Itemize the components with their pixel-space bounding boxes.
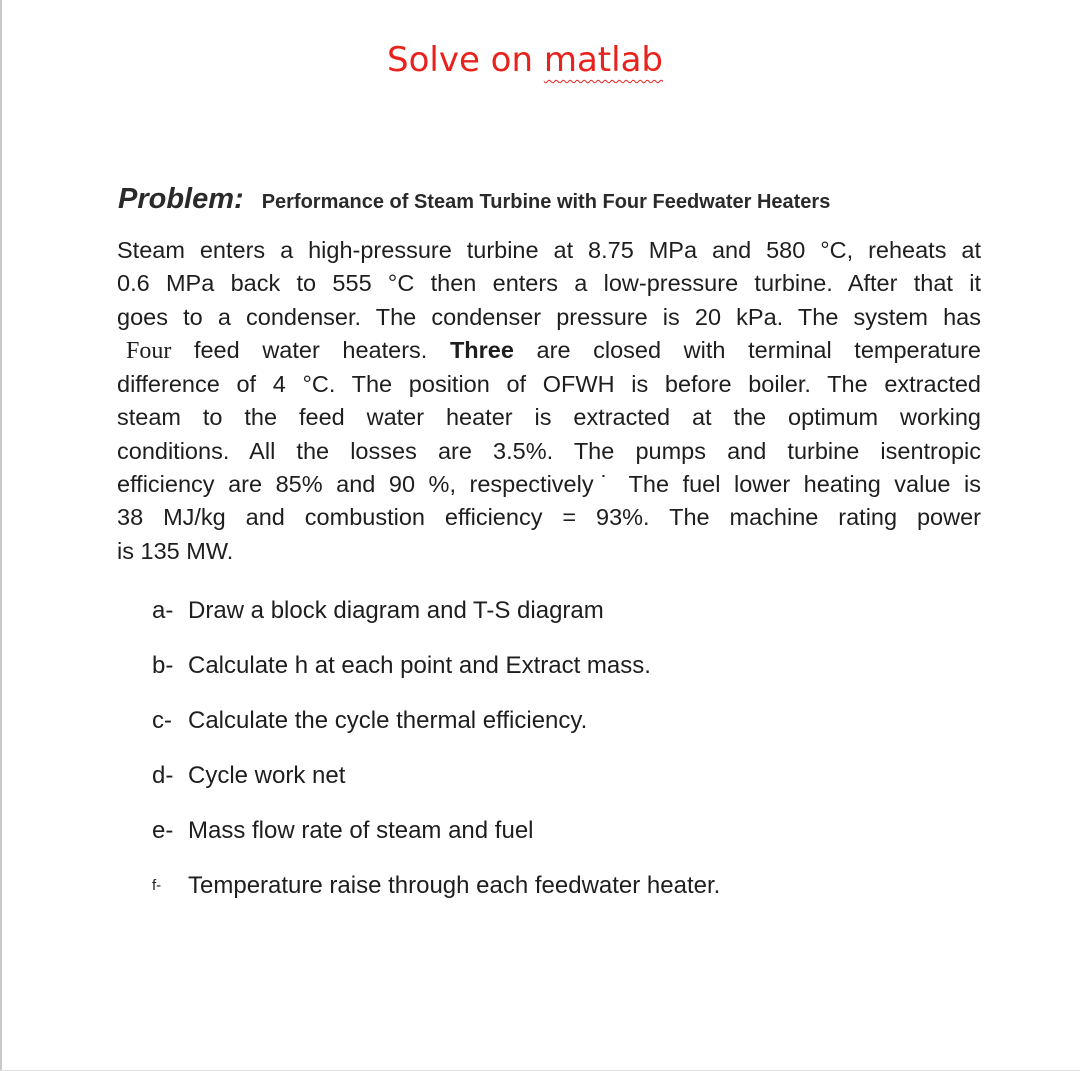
statement-line: goes to a condenser. The condenser pressure is 20 kPa. The system has: [117, 303, 981, 330]
title-plain: Solve on: [387, 40, 544, 80]
statement-line: steam to the feed water heater is extracted at the optimum working: [117, 404, 981, 431]
task-text: Calculate the cycle thermal efficiency.: [188, 706, 588, 734]
problem-statement: [117, 234, 981, 568]
statement-line: is 135 MW.: [117, 537, 234, 564]
task-letter: c-: [152, 706, 172, 734]
statement-line: Steam enters a high-pressure turbine at 8.75 MPa and 580 °C, reheats at: [117, 237, 981, 263]
task-letter: a-: [152, 596, 174, 624]
task-letter: d-: [152, 761, 174, 789]
task-text: Cycle work net: [188, 761, 346, 789]
task-text: Calculate h at each point and Extract mass.: [188, 651, 651, 679]
statement-line: 38 MJ/kg and combustion efficiency = 93%. The machine rating power: [117, 504, 981, 531]
task-item: [152, 583, 720, 638]
page-title: [0, 40, 1050, 80]
statement-text: are closed with terminal temperature: [513, 336, 981, 363]
task-text: Temperature raise through each feedwater heater.: [188, 871, 721, 899]
task-letter: b-: [152, 651, 174, 679]
task-letter: f-: [152, 877, 162, 894]
task-text: Mass flow rate of steam and fuel: [188, 816, 534, 844]
statement-line: efficiency are 85% and 90 %, respectively˙ The fuel lower heating value is: [117, 471, 981, 498]
task-item: [152, 858, 720, 913]
statement-text: feed water heaters.: [171, 336, 450, 363]
page-left-border: [0, 0, 2, 1071]
statement-line: 0.6 MPa back to 555 °C then enters a low-pressure turbine. After that it: [117, 270, 981, 297]
problem-label: Problem:: [118, 183, 244, 215]
statement-line: difference of 4 °C. The position of OFWH is before boiler. The extracted: [117, 371, 981, 398]
task-item: [152, 638, 720, 693]
statement-line: conditions. All the losses are 3.5%. The pumps and turbine isentropic: [117, 437, 981, 464]
statement-line: [117, 334, 981, 368]
task-list: [152, 583, 720, 913]
title-spellcheck-word: matlab: [543, 40, 663, 80]
task-text: Draw a block diagram and T-S diagram: [188, 596, 604, 624]
problem-title: Performance of Steam Turbine with Four Feedwater Heaters: [261, 191, 831, 213]
task-item: [152, 748, 720, 803]
problem-heading: [118, 183, 830, 216]
task-item: [152, 693, 720, 748]
statement-word-three: Three: [449, 336, 514, 363]
task-item: [152, 803, 720, 858]
task-letter: e-: [152, 816, 174, 844]
statement-word-four: Four: [126, 337, 172, 364]
